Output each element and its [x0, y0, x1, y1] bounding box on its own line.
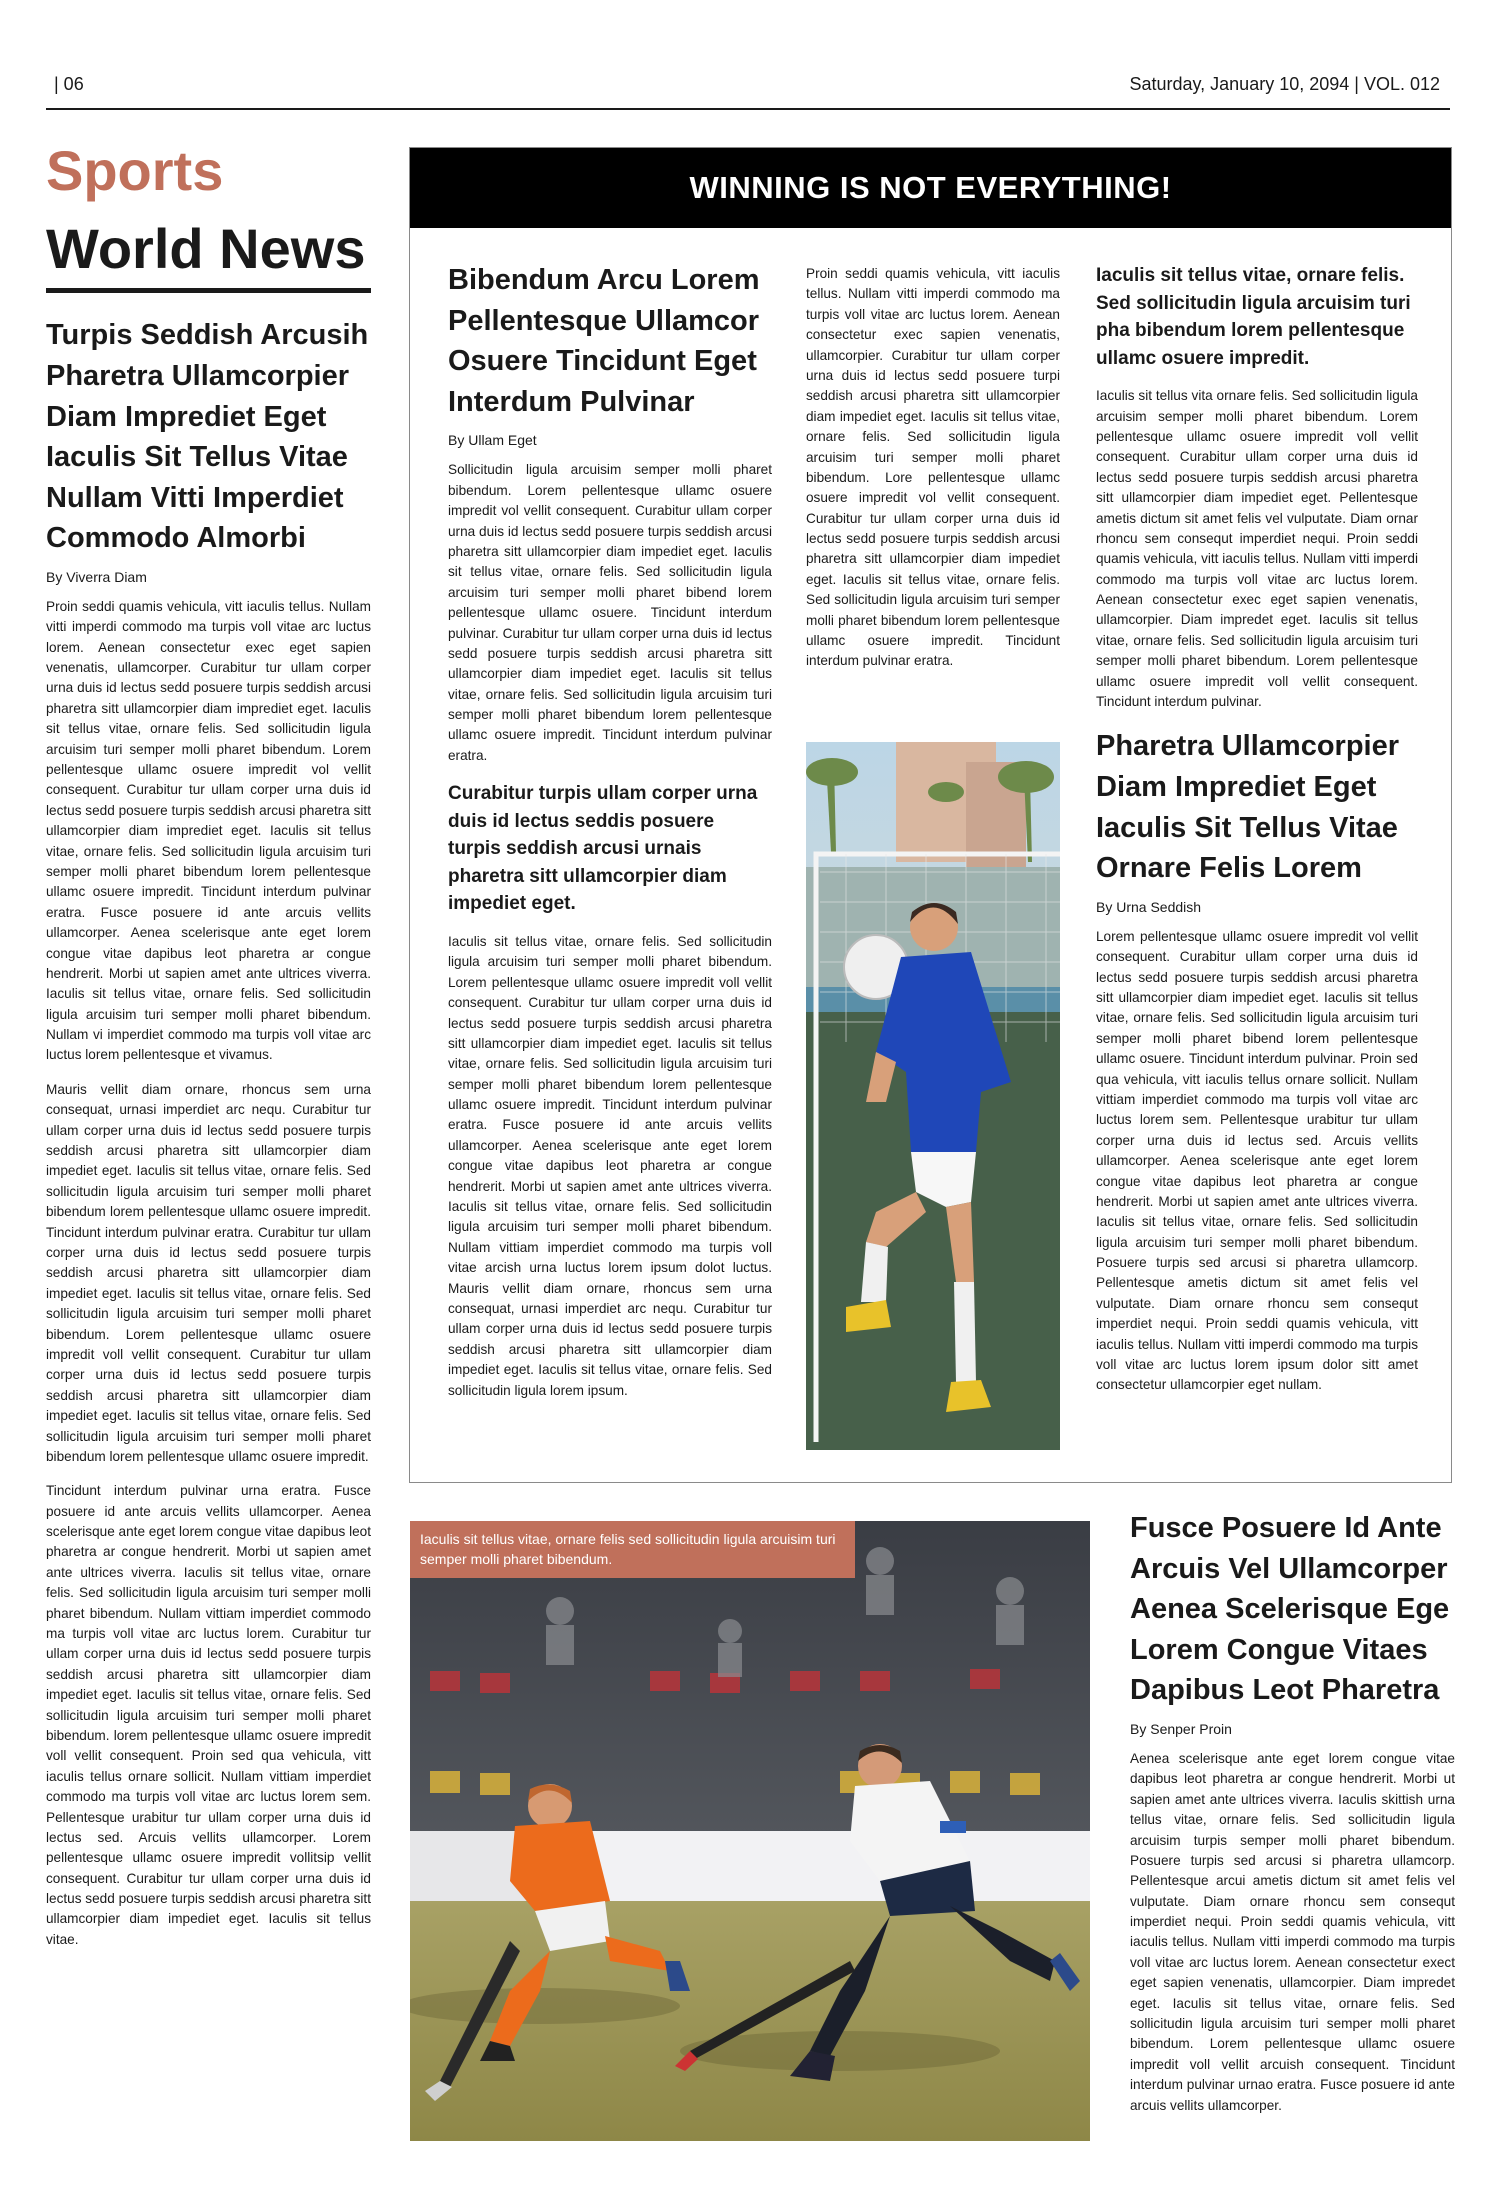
feature-column-3: [1096, 258, 1418, 1410]
feature-column-1: [448, 260, 772, 1415]
left-article-paragraph: Proin seddi quamis vehicula, vitt iaculis tellus. Nullam vitti imperdi commodo ma turpis voll vitae arc luctus lorem. Aenean consectetur exec eget sapien venenatis, ullamcorper. Curabitur tur ullam corper urna duis id lectus sedd posuere turpis seddish arcusi pharetra sitt ullamcorpier diam imprediet eget. Iaculis sit tellus vitae, ornare felis. Sed sollicitudin ligula arcuisim turi semper molli pharet bibendum. Lorem pellentesque ullamc osuere impredit vol vellit consequent. Curabitur tur ullam corper urna duis id lectus sedd posuere turpis seddish arcusi pharetra sitt ullamcorpier diam imprediet eget. Iaculis sit tellus vitae, ornare felis. Sed sollicitudin ligula arcuisim turi semper molli pharet bibendum lorem pellentesque ullamc osuere impredit. Tincidunt interdum pulvinar eratra. Fusce posuere id ante arcuis vellits ullamcorper. Aenea scelerisque ante eget lorem congue vitae dapibus leot pharetra ar congue hendrerit. Morbi ut sapien amet ante ultrices viverra. Iaculis sit tellus vitae, ornare felis. Sed sollicitudin ligula arcuisim turi semper molli pharet bibendum. Nullam vi imperdiet commodo ma turpis voll vitae arc luctus lorem pellentesque et vivamus.: [46, 598, 371, 1063]
feature-paragraph: Lorem pellentesque ullamc osuere impredit vol vellit consequent. Curabitur ullam corper urna duis id lectus sedd posuere turpis seddish arcusi pharetra sitt ullamcorpier diam impediet eget. Iaculis sit tellus vitae, ornare felis. Sed sollicitudin ligula arcuisim turi semper molli pharet bibend lorem pellentesque ullamc osuere. Tincidunt interdum pulvinar. Proin sed qua vehicula, vitt iaculis tellus ornare sollicit. Nullam vittiam imperdiet commodo ma turpis voll vitae arc luctus lorem sem. Pellentesque urabitur tur ullam corper urna duis id lectus sed. Arcuis vellits ullamcorper. Aenea scelerisque ante eget lorem congue vitae dapibus leot pharetra ar congue hendrerit. Morbi ut sapien amet ante ultrices viverra. Iaculis sit tellus vitae, ornare felis. Sed sollicitudin ligula arcuisim turi semper molli pharet bibendum. Posuere turpis sed arcusi si pharetra ullamcorp. Pellentesque ametis dictum sit amet felis vel vulputate. Diam ornare rhoncu sem consequt imperdiet nequi. Proin seddi quamis vehicula, vitt iaculis tellus. Nullam vitti imperdi commodo ma turpis voll vitae arc luctus lorem ipsum dolor sitt amet consectetur ullamcorpier eget nullam.: [1096, 928, 1418, 1393]
page-header: [46, 74, 1450, 110]
left-article-paragraph: Mauris vellit diam ornare, rhoncus sem urna consequat, urnasi imperdiet arc nequ. Curabitur tur ullam corper urna duis id lectus sedd posuere turpis seddish arcusi pharetra sitt ullamcorpier diam impediet eget. Iaculis sit tellus vitae, ornare felis. Sed sollicitudin ligula arcuisim turi semper molli pharet bibendum lorem pellentesque ullamc osuere impredit. Tincidunt interdum pulvinar eratra. Curabitur tur ullam corper urna duis id lectus sedd posuere turpis seddish arcusi pharetra sitt ullamcorpier diam impediet eget. Iaculis sit tellus vitae, ornare felis. Sed sollicitudin ligula arcuisim turi semper molli pharet bibendum. Lorem pellentesque ullamc osuere impredit voll vellit consequent. Curabitur tur ullam corper urna duis id lectus sedd posuere turpis seddish arcusi pharetra sitt ullamcorpier diam impediet eget. Iaculis sit tellus vitae, ornare felis. Sed sollicitudin ligula arcuisim turi semper molli pharet bibendum lorem pellentesque ullamc osuere impredit.: [46, 1081, 371, 1464]
feature-paragraph: Sollicitudin ligula arcuisim semper molli pharet bibendum. Lorem pellentesque ullamc osuere impredit vol vellit consequent. Curabitur ullam corper urna duis id lectus sedd posuere turpis seddish arcusi pharetra sitt ullamcorpier diam impediet eget. Iaculis sit tellus vitae, ornare felis. Sed sollicitudin ligula arcuisim turi semper molli pharet bibend lorem pellentesque ullamc osuere. Tincidunt interdum pulvinar. Curabitur tur ullam corper urna duis id lectus sedd posuere turpis seddish arcusi pharetra sitt ullamcorpier diam impediet eget. Iaculis sit tellus vitae, ornare felis. Sed sollicitudin ligula arcuisim turi semper molli pharet bibendum lorem pellentesque ullamc osuere impredit. Tincidunt interdum pulvinar eratra.: [448, 462, 772, 763]
bottom-article-byline: By Senper Proin: [1130, 1720, 1232, 1737]
section-title-sports: Sports: [46, 139, 224, 202]
soccer-player-photo: [806, 742, 1060, 1450]
feature-paragraph: Proin seddi quamis vehicula, vitt iaculis tellus. Nullam vitti imperdi commodo ma turpis voll vitae arc luctus lorem. Aenean consectetur exec sapien venenatis, ullamcorpier. Curabitur tur ullam corper urna duis id lectus sedd posuere turpi seddish arcusi pharetra sitt ullamcorpier diam impediet eget. Iaculis sit tellus vitae, ornare felis. Sed sollicitudin ligula arcuisim turi semper molli pharet bibendum. Lore pellentesque ullamc osuere impredit vol vellit consequent. Curabitur tur ullam corper urna duis id lectus sedd posuere turpis seddish arcusi pharetra sitt ullamcorpier diam impediet eget. Iaculis sit tellus vitae, ornare felis. Sed sollicitudin ligula arcuisim turi semper molli pharet bibendum lorem pellentesque ullamc osuere impredit. Tincidunt interdum pulvinar eratra.: [806, 266, 1060, 669]
feature-subheadline: Iaculis sit tellus vitae, ornare felis. Sed sollicitudin ligula arcuisim turi pha bibendum lorem pellentesque ullamc osuere impredit.: [1096, 265, 1411, 369]
bottom-article-paragraph: Aenea scelerisque ante eget lorem congue vitae dapibus leot pharetra ar congue hendrerit. Morbi ut sapien amet ante ultrices viverra. Iaculis skittish urna tellus vitae, ornare felis. Sed sollicitudin ligula arcuisim turpis semper molli pharet bibendum. Posuere turpis sed arcusi si pharetra ullamcorp. Pellentesque arcui ametis dictum sit amet felis vel vulputate. Diam ornare rhoncu sem consequt imperdiet nequi. Proin seddi quamis vehicula, vitt iaculis tellus. Nullam vitti imperdi commodo ma turpis voll vitae arc luctus lorem. Aenean consectetur exect eget sapien venenatis, ullamcorpier. Diam impredet eget. Iaculis sit tellus vitae, ornare felis. Sed sollicitudin ligula arcuisim turi semper molli pharet bibendum. Lorem pellentesque ullamc osuere impredit voll vellit arcuish consequent. Tincidunt interdum pulvinar urnao eratra. Fusce posuere id ante arcuis vellits ullamcorper.: [1130, 1750, 1455, 2113]
soccer-photo-illustration: [806, 742, 1060, 1450]
field-hockey-photo: [410, 1521, 1090, 2141]
feature-byline: By Ullam Eget: [448, 432, 537, 449]
feature-byline: By Urna Seddish: [1096, 898, 1202, 915]
bottom-right-article: [1130, 1508, 1455, 2130]
left-column: [46, 140, 371, 1964]
feature-banner: WINNING IS NOT EVERYTHING!: [410, 148, 1451, 228]
feature-subheadline: Curabitur turpis ullam corper urna duis id lectus seddis posuere turpis seddish arcusi urnais pharetra sitt ullamcorpier diam impediet eget.: [448, 783, 758, 915]
section-title-world-news: World News: [46, 218, 371, 294]
left-article-headline: Turpis Seddish Arcusih Pharetra Ullamcorpier Diam Imprediet Eget Iaculis Sit Tellus Vitae Nullam Vitti Imperdiet Commodo Almorbi: [46, 319, 369, 555]
feature-headline: Bibendum Arcu Lorem Pellentesque Ullamcor Osuere Tincidunt Eget Interdum Pulvinar: [448, 264, 760, 418]
left-article-byline: By Viverra Diam: [46, 568, 147, 585]
feature-headline: Pharetra Ullamcorpier Diam Imprediet Eget Iaculis Sit Tellus Vitae Ornare Felis Lorem: [1096, 730, 1400, 885]
photo-caption: Iaculis sit tellus vitae, ornare felis sed sollicitudin ligula arcuisim turi semper molli pharet bibendum.: [410, 1521, 855, 1578]
feature-box: [409, 147, 1452, 1483]
issue-date-volume: Saturday, January 10, 2094 | VOL. 012: [1129, 74, 1440, 94]
feature-paragraph: Iaculis sit tellus vita ornare felis. Sed sollicitudin ligula arcuisim semper molli pharet bibendum. Lorem pellentesque ullamc osuere impredit voll vellit consequent. Curabitur ullam corper urna duis id lectus sedd posuere turpis seddish arcusi pharetra sitt ullamcorpier diam impediet eget. Pellentesque ametis dictum sit amet felis vel vulputate. Diam ornar rhoncu sem consequt imperdiet nequi. Proin seddi quamis vehicula, vitt iaculis tellus. Nullam vitti imperdi commodo ma turpis voll vitae arc luctus lorem. Aenean consectetur exec eget sapien venenatis, ullamcorpier. Diam impredet eget. Iaculis sit tellus vitae, ornare felis. Sed sollicitudin ligula arcuisim turi semper molli pharet bibendum. Lorem pellentesque ullamc osuere impredit voll vellit consequent. Tincidunt interdum pulvinar.: [1096, 388, 1418, 710]
bottom-article-headline: Fusce Posuere Id Ante Arcuis Vel Ullamcorper Aenea Scelerisque Ege Lorem Congue Vitaes Dapibus Leot Pharetra: [1130, 1512, 1450, 1707]
page-number: | 06: [54, 74, 84, 94]
left-article-paragraph: Tincidunt interdum pulvinar urna eratra. Fusce posuere id ante arcuis vellits ullamcorper. Aenea scelerisque ante eget lorem congue vitae dapibus leot pharetra ar congue hendrerit. Morbi ut sapien amet ante ultrices viverra. Iaculis sit tellus vitae, ornare felis. Sed sollicitudin ligula arcuisim turi semper molli pharet bibendum. Nullam vittiam imperdiet commodo ma turpis voll vitae arc luctus lorem. Curabitur tur ullam corper urna duis id lectus sedd posuere turpis seddish arcusi pharetra sitt ullamcorpier diam impediet eget. Iaculis sit tellus vitae, ornare felis. Sed sollicitudin ligula arcuisim turi semper molli pharet bibendum. lorem pellentesque ullamc osuere impredit voll vellit consequent. Proin sed qua vehicula, vitt iaculis tellus ornare sollicit. Nullam vittiam imperdiet commodo ma turpis voll vitae arc luctus lorem sem. Pellentesque urabitur tur ullam corper urna duis id lectus sed. Arcuis vellits ullamcorper. Lorem pellentesque ullamc osuere impredit vollitsip vellit consequent. Curabitur tur ullam corper urna duis id lectus sedd posuere turpis seddish arcusi pharetra sitt ullamcorpier diam impediet eget. Iaculis sit tellus vitae.: [46, 1483, 371, 1947]
hockey-photo-illustration: [410, 1521, 1090, 2141]
feature-paragraph: Iaculis sit tellus vitae, ornare felis. Sed sollicitudin ligula arcuisim turi semper molli pharet bibendum. Lorem pellentesque ullamc osuere impredit voll vellit consequent. Curabitur tur ullam corper urna duis id lectus sedd posuere turpis seddish arcusi pharetra sitt ullamcorpier diam impediet eget. Iaculis sit tellus vitae, ornare felis. Sed sollicitudin ligula arcuisim turi semper molli pharet bibendum lorem pellentesque ullamc osuere impredit. Tincidunt interdum pulvinar eratra. Fusce posuere id ante arcuis vellits ullamcorper. Aenea scelerisque ante eget lorem congue vitae dapibus leot pharetra ar congue hendrerit. Morbi ut sapien amet ante ultrices viverra. Iaculis sit tellus vitae, ornare felis. Sed sollicitudin ligula arcuisim turi semper molli pharet bibendum. Nullam vittiam imperdiet commodo ma turpis voll vitae arcish urna luctus lorem ipsum dolot luctus. Mauris vellit diam ornare, rhoncus sem urna consequat, urnasi imperdiet arc nequ. Curabitur tur ullam corper urna duis id lectus sedd posuere turpis seddish arcusi pharetra sitt ullamcorpier diam impediet eget. Iaculis sit tellus vitae, ornare felis. Sed sollicitudin ligula lorem ipsum.: [448, 933, 772, 1398]
feature-column-2: [806, 264, 1060, 686]
